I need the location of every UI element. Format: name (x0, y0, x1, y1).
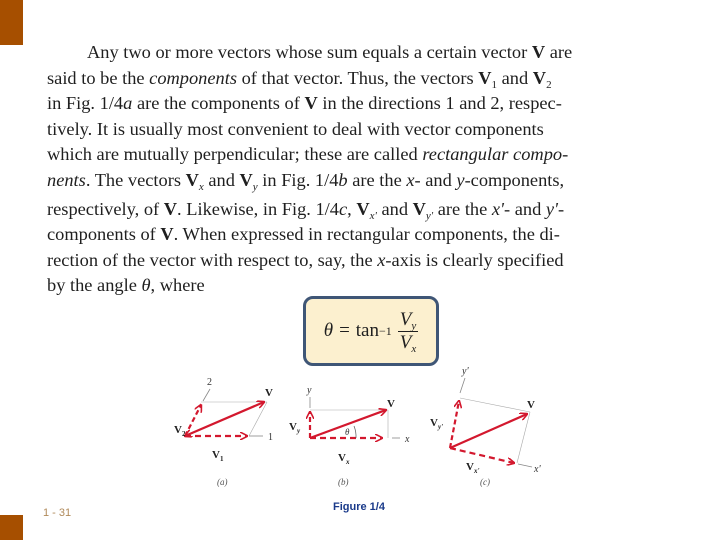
text-line: in Fig. 1/4a are the components of V in the directions 1 and 2, respec- (47, 93, 562, 114)
svg-text:x: x (405, 434, 410, 445)
formula-theta: θ (323, 320, 334, 341)
text-line: tively. It is usually most convenient to deal with vector components (47, 118, 544, 139)
figure-panel-c (430, 366, 541, 487)
text-line: Any two or more vectors whose sum equals a certain vector V are (87, 42, 573, 62)
svg-text:(b): (b) (338, 477, 349, 487)
svg-text:Vx: $V_x$ (338, 452, 350, 466)
text-line: rection of the vector with respect to, say, the x-axis is clearly specified (47, 249, 564, 270)
formula-equals: = (339, 320, 350, 341)
figure-panel-b (289, 385, 410, 487)
svg-text:V: V (387, 398, 395, 410)
formula-box (303, 296, 439, 366)
figure-panel-a (174, 377, 273, 487)
body-paragraph-lines (47, 40, 692, 299)
text-line: respectively, of V. Likewise, in Fig. 1/4c, $V_{x'}$ and $V_{y'}$ are the x'- and y'- (47, 198, 565, 222)
accent-bar-bottom (0, 515, 23, 540)
accent-bar-top (0, 0, 23, 45)
svg-text:(a): (a) (217, 477, 228, 487)
text-line: nents. The vectors $V_x$ and $V_y$ in Fig. 1/4b are the x- and y-components, (47, 169, 565, 193)
text-line: which are mutually perpendicular; these are called rectangular compo- (47, 144, 569, 165)
text-line: by the angle θ, where (47, 275, 205, 296)
svg-text:Vx': $V_{x'}$ (466, 461, 480, 475)
svg-text:(c): (c) (480, 477, 490, 487)
page-number: 1 - 31 (43, 507, 72, 519)
svg-text:θ: θ (345, 427, 350, 437)
svg-text:V1: $V_1$ (212, 449, 224, 463)
svg-text:V: V (265, 387, 273, 399)
figure-1-4 (160, 360, 560, 500)
svg-text:y: y (307, 385, 312, 396)
text-line: said to be the components of that vector. Thus, the vectors $V_1$ and $V_2$ (47, 67, 552, 91)
formula-superscript: −1 (379, 323, 392, 338)
svg-text:x': x' (534, 464, 541, 475)
svg-text:V2: $V_2$ (174, 424, 186, 438)
svg-text:Vy': $V_{y'}$ (430, 417, 444, 431)
svg-text:1: 1 (268, 432, 273, 443)
formula-fraction: $\frac{V_y}{V_x}$ (399, 308, 417, 355)
svg-text:Vy: $V_y$ (289, 421, 301, 435)
svg-text:2: 2 (207, 377, 212, 388)
figure-caption: Figure 1/4 (333, 501, 385, 513)
svg-text:V: V (527, 399, 535, 411)
formula-function: tan (355, 320, 379, 341)
text-line: components of V. When expressed in rectangular components, the di- (47, 224, 560, 245)
svg-text:y': y' (462, 366, 469, 377)
